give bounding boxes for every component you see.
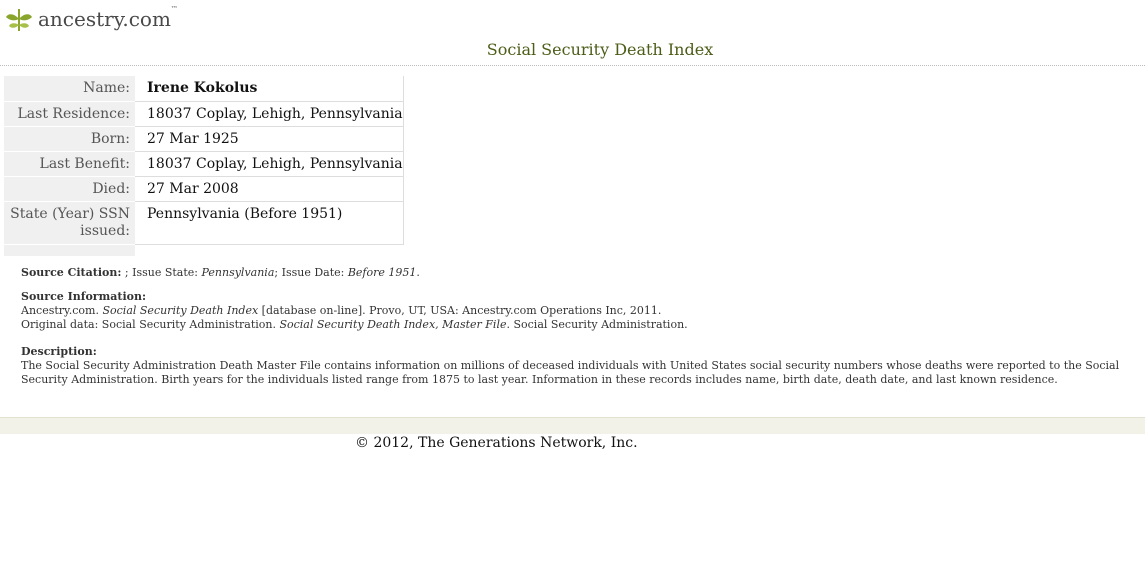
record-row-born <box>4 126 403 151</box>
source-information: Source Information: Ancestry.com. Social Security Death Index [database on-line]. Provo, UT, USA: Ancestry.com Operations Inc, 2011. Original data: Social Security Administration. Social Security Death Index, Master File. Social Security Administration. <box>21 290 688 331</box>
record-label: Born: <box>4 126 135 151</box>
footer-bar <box>0 417 1145 434</box>
record-label: Name: <box>4 76 135 101</box>
page-title: Social Security Death Index <box>486 40 714 59</box>
record-table <box>4 76 404 257</box>
source-citation-heading: Source Citation: <box>21 266 122 279</box>
record-row-ssn-state <box>4 201 403 244</box>
record-spacer <box>4 244 403 256</box>
source-citation: Source Citation: ; Issue State: Pennsylvania; Issue Date: Before 1951. <box>21 266 420 279</box>
logo-text: ancestry.com™ <box>38 5 178 31</box>
leaf-logo-icon <box>4 5 34 33</box>
record-value: 27 Mar 1925 <box>135 126 403 151</box>
master-file-title: Social Security Death Index, Master File <box>279 318 507 331</box>
record-label: Died: <box>4 176 135 201</box>
record-row-died <box>4 176 403 201</box>
copyright-text: © 2012, The Generations Network, Inc. <box>355 435 638 451</box>
description <box>21 345 1145 387</box>
record-label: Last Benefit: <box>4 151 135 176</box>
record-row-name <box>4 76 403 101</box>
record-value: Pennsylvania (Before 1951) <box>135 201 403 244</box>
record-value: 27 Mar 2008 <box>135 176 403 201</box>
record-value: 18037 Coplay, Lehigh, Pennsylvania <box>135 101 403 126</box>
description-heading: Description: <box>21 345 97 358</box>
record-row-last-residence <box>4 101 403 126</box>
page-header <box>0 0 1145 66</box>
record-value: 18037 Coplay, Lehigh, Pennsylvania <box>135 151 403 176</box>
issue-state: Pennsylvania <box>201 266 275 279</box>
source-information-heading: Source Information: <box>21 290 147 303</box>
record-row-last-benefit <box>4 151 403 176</box>
ancestry-logo[interactable] <box>4 4 178 34</box>
record-label: Last Residence: <box>4 101 135 126</box>
issue-date: Before 1951 <box>347 266 417 279</box>
record-value-name: Irene Kokolus <box>135 76 403 101</box>
database-title: Social Security Death Index <box>102 304 259 317</box>
record-label: State (Year) SSN issued: <box>4 201 135 244</box>
description-text: The Social Security Administration Death Master File contains information on millions of deceased individuals with United States social security numbers whose deaths were reported to the Social Security Administration. Birth years for the individuals listed range from 1875 to last year. Information in these records includes name, birth date, death date, and last known residence. <box>21 359 1120 386</box>
